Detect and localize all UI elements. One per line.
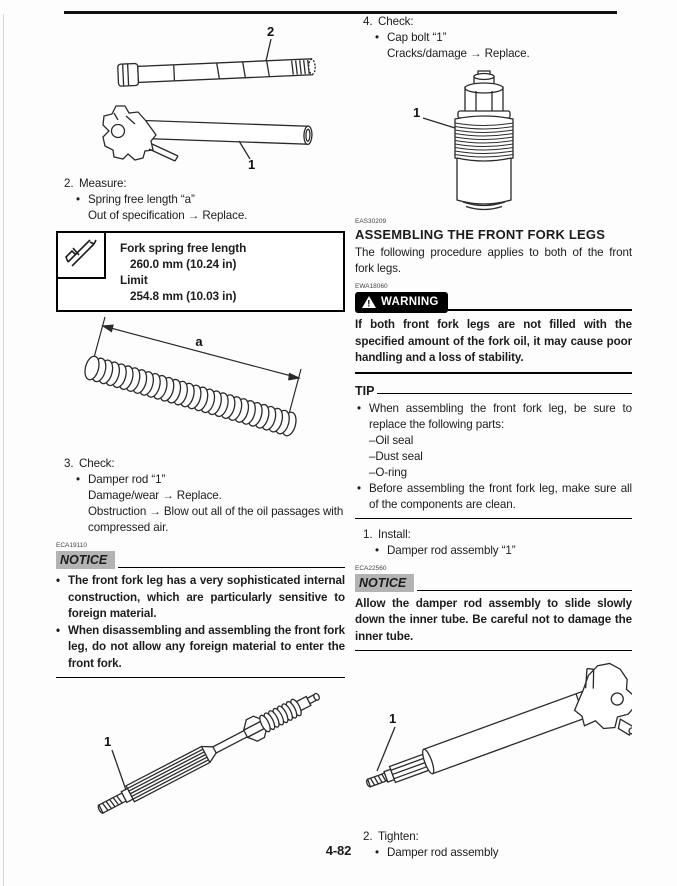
bullet-marker: • (357, 481, 361, 495)
notice-item (56, 623, 345, 673)
notice-bottom-rule (56, 677, 345, 678)
list-item-text: Damper rod “1” (88, 473, 166, 486)
scan-edge (3, 14, 4, 886)
bullet-marker: • (76, 473, 80, 486)
figure-damper-rod-installed (355, 657, 632, 825)
tip-bottom-rule (355, 518, 632, 519)
tip-item-text: Before assembling the front fork leg, make sure all of the components are clean. (369, 481, 632, 511)
tip-rule (377, 393, 632, 394)
list-item-text: Damper rod assembly “1” (387, 543, 516, 557)
step-number: 1. (363, 527, 373, 541)
paragraph-code: ECA19110 (56, 542, 87, 549)
notice-label: NOTICE (355, 574, 414, 592)
specification-box (56, 231, 345, 312)
inner-tube-drawing (118, 56, 316, 87)
warning-label (355, 292, 448, 313)
warning-triangle-icon (362, 296, 376, 309)
notice-rule (118, 567, 345, 568)
notice-item (56, 573, 345, 623)
tip-block (355, 383, 632, 519)
figure-fork-tubes (56, 20, 345, 170)
caliper-icon (63, 237, 99, 273)
spec-icon-cell (58, 233, 106, 279)
list-item (375, 30, 632, 46)
list-item-text: Damper rod assembly (387, 846, 499, 859)
step-measure (56, 176, 345, 224)
step-title: Tighten: (378, 830, 419, 843)
dimension-label: a (195, 334, 203, 349)
page-number: 4-82 (325, 843, 352, 858)
list-item-text: Cap bolt “1” (387, 31, 447, 44)
notice-item-text: The front fork leg has a very sophisticated internal construction, which are particularly sensitive to foreign material. (68, 574, 345, 620)
spec-name: Fork spring free length (120, 241, 247, 255)
callout-1: 1 (413, 105, 421, 120)
page-footer (0, 843, 677, 859)
step-line (355, 527, 632, 543)
spec-limit-value: 254.8 mm (10.03 in) (130, 289, 237, 303)
step-title: Check: (378, 15, 414, 28)
notice-item-text: When disassembling and assembling the front fork leg, do not allow any foreign material to enter the front fork. (68, 623, 345, 670)
callout-1: 1 (389, 711, 397, 726)
left-column (56, 20, 345, 868)
step-title: Install: (378, 527, 411, 541)
result-line: Cracks/damage → Replace. (387, 47, 530, 60)
outer-tube-drawing (144, 120, 313, 144)
result-line: Obstruction → Blow out all of the oil passages with compressed air. (88, 505, 344, 534)
bullet-marker: • (56, 623, 60, 637)
notice-content: Allow the damper rod assembly to slide slowly down the inner tube. Be careful not to damage the inner tube. (355, 596, 632, 643)
svg-text:!: ! (367, 298, 371, 309)
tip-label: TIP (355, 383, 375, 398)
list-item (375, 543, 632, 559)
notice-bottom-rule (355, 650, 632, 651)
notice-block (355, 565, 632, 652)
list-item-text: Spring free length “a” (88, 193, 195, 206)
step-number: 2. (363, 830, 373, 843)
list-item (76, 472, 345, 488)
tip-item (357, 401, 632, 433)
bullet-marker: • (375, 543, 379, 557)
spec-value: 260.0 mm (10.24 in) (130, 257, 237, 271)
paragraph-code: ECA22560 (355, 564, 387, 572)
step-number: 2. (64, 177, 74, 190)
result-line: Damage/wear → Replace. (88, 489, 222, 502)
right-column (355, 14, 632, 861)
figure-damper-rod (56, 682, 345, 868)
tip-item (357, 481, 632, 513)
notice-header (56, 551, 345, 569)
spec-limit-label: Limit (120, 273, 148, 287)
step-check-cap-bolt (355, 14, 632, 62)
notice-block (56, 542, 345, 678)
section-title: ASSEMBLING THE FRONT FORK LEGS (355, 227, 606, 242)
step-title: Check: (79, 457, 115, 470)
figure-fork-spring (56, 316, 345, 454)
paragraph-code: EWA18060 (355, 283, 388, 290)
section-code: EAS30209 (355, 218, 387, 225)
tip-content (355, 401, 632, 513)
warning-header (355, 292, 632, 313)
spring-coils (83, 355, 299, 438)
tip-header (355, 383, 632, 399)
tip-sub-item: –Oil seal (369, 433, 414, 447)
bullet-marker: • (56, 574, 60, 587)
warning-bottom-rule (355, 372, 632, 374)
bullet-marker: • (357, 401, 361, 415)
callout-1: 1 (248, 157, 256, 170)
tip-sub-item: –O-ring (369, 465, 407, 479)
step-install (355, 527, 632, 559)
callout-2: 2 (267, 24, 275, 39)
warning-block (355, 283, 632, 374)
bullet-marker: • (375, 31, 379, 44)
warning-text: If both front fork legs are not filled with the specified amount of the fork oil, it may cause poor handling and a loss of stability. (355, 318, 632, 364)
result-line: Out of specification → Replace. (88, 209, 248, 222)
section-heading-block (355, 218, 632, 277)
step-number: 4. (363, 15, 373, 28)
tip-sub-item: –Dust seal (369, 449, 423, 463)
step-line (56, 176, 345, 192)
notice-content (56, 573, 345, 672)
step-number: 3. (64, 457, 74, 470)
notice-header (355, 574, 632, 592)
notice-rule (417, 590, 632, 591)
step-title: Measure: (79, 177, 127, 190)
step-line (56, 456, 345, 472)
step-check-damper-rod (56, 456, 345, 536)
list-item (76, 192, 345, 208)
tip-item-text: When assembling the front fork leg, be sure to replace the following parts: (369, 401, 632, 431)
figure-cap-bolt (355, 70, 632, 212)
warning-label-text: WARNING (381, 296, 439, 308)
bullet-marker: • (375, 846, 379, 859)
spec-text (106, 233, 250, 310)
section-intro: The following procedure applies to both of the front fork legs. (355, 246, 632, 275)
callout-1: 1 (104, 734, 112, 749)
rod-spring-coils (258, 698, 304, 733)
step-line (355, 14, 632, 30)
warning-rule (448, 309, 632, 311)
bullet-marker: • (76, 193, 80, 206)
notice-label: NOTICE (56, 551, 115, 569)
